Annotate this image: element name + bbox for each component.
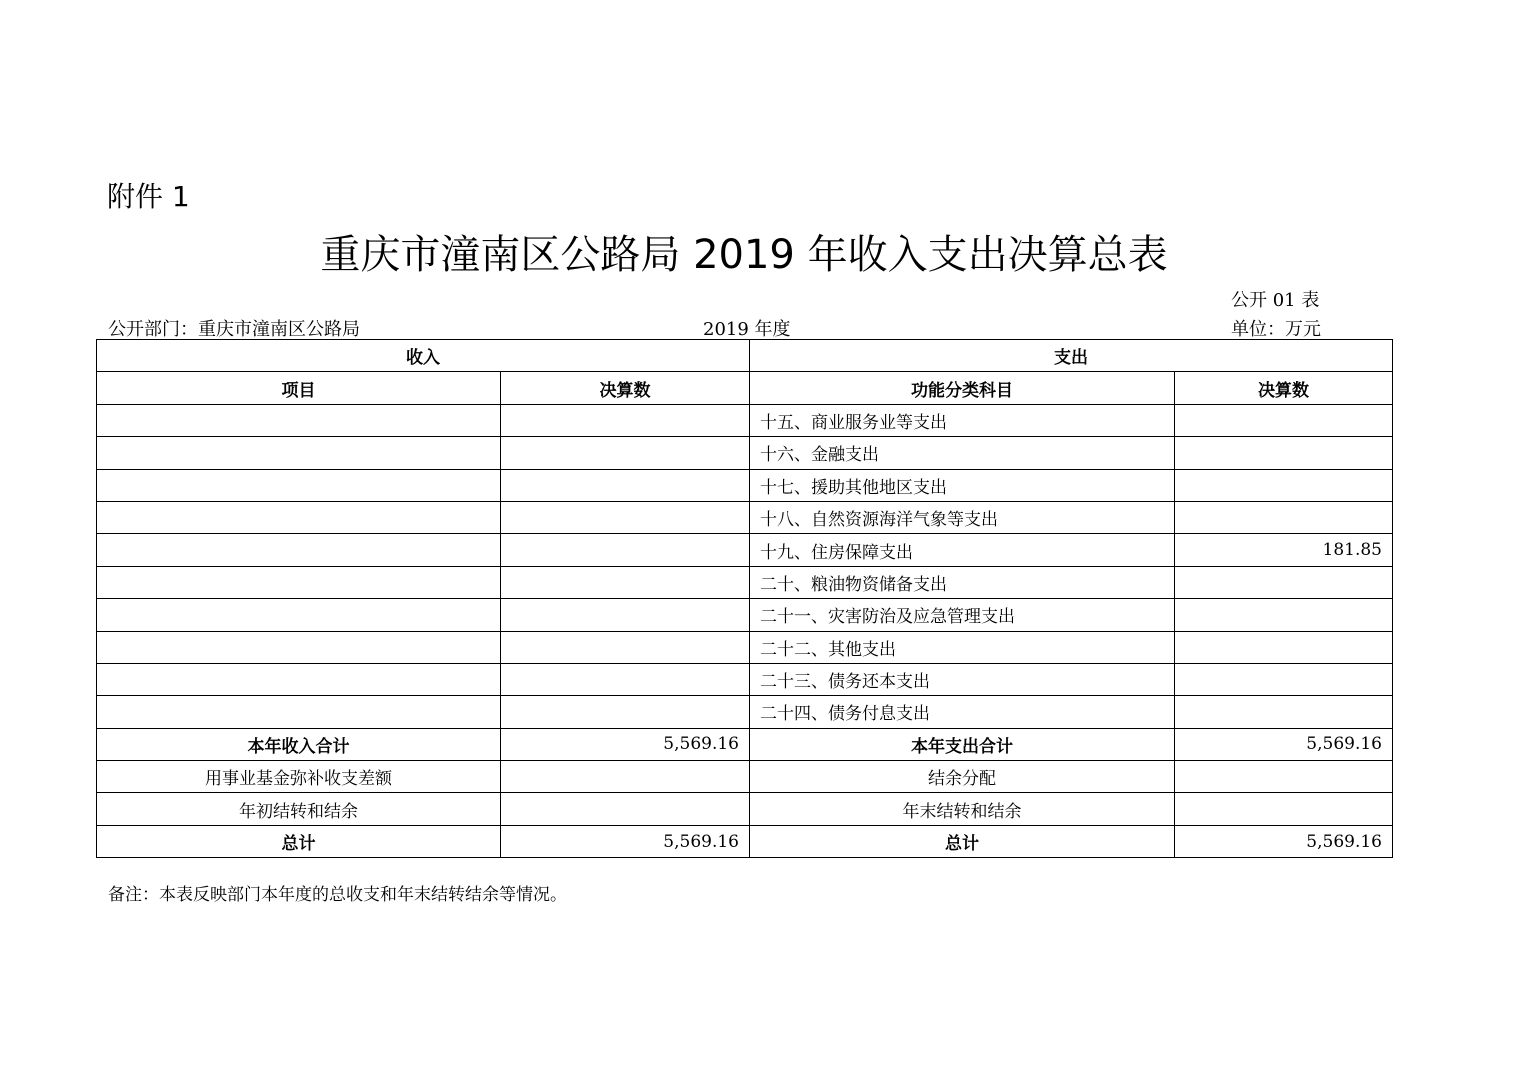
grand-total-label-income: 总计 <box>97 825 501 857</box>
income-item-cell <box>97 534 501 566</box>
expense-header: 支出 <box>750 340 1393 372</box>
expense-item-cell: 十九、住房保障支出 <box>750 534 1175 566</box>
income-amount-cell <box>501 566 750 598</box>
table-row <box>97 631 1393 663</box>
income-total-value: 5,569.16 <box>501 728 750 760</box>
income-item-cell <box>97 469 501 501</box>
income-amount-cell <box>501 663 750 695</box>
expense-total-value: 5,569.16 <box>1175 728 1393 760</box>
income-total-label: 本年收入合计 <box>97 728 501 760</box>
income-item-cell <box>97 566 501 598</box>
expense-amount-cell <box>1175 631 1393 663</box>
income-item-cell <box>97 437 501 469</box>
footnote: 备注：本表反映部门本年度的总收支和年末结转结余等情况。 <box>108 885 567 905</box>
expense-item-cell: 二十、粮油物资储备支出 <box>750 566 1175 598</box>
form-number: 公开 01 表 <box>1231 290 1320 311</box>
end-balance-label: 年末结转和结余 <box>750 793 1175 825</box>
table-row <box>97 599 1393 631</box>
table-row <box>97 696 1393 728</box>
table-header-row <box>97 340 1393 372</box>
expense-amount-cell <box>1175 469 1393 501</box>
expense-item-cell: 十七、援助其他地区支出 <box>750 469 1175 501</box>
fund-label: 用事业基金弥补收支差额 <box>97 761 501 793</box>
table-row <box>97 534 1393 566</box>
grand-total-label-expense: 总计 <box>750 825 1175 857</box>
income-amount-cell <box>501 696 750 728</box>
end-balance-value <box>1175 793 1393 825</box>
begin-balance-label: 年初结转和结余 <box>97 793 501 825</box>
table-row <box>97 469 1393 501</box>
unit-label: 单位：万元 <box>1231 319 1321 340</box>
fund-row <box>97 761 1393 793</box>
income-item-cell <box>97 696 501 728</box>
expense-item-cell: 二十四、债务付息支出 <box>750 696 1175 728</box>
expense-amount-cell <box>1175 437 1393 469</box>
income-amount-cell <box>501 599 750 631</box>
income-amount-cell <box>501 404 750 436</box>
expense-amount-cell <box>1175 599 1393 631</box>
table-row <box>97 437 1393 469</box>
expense-amount-cell <box>1175 501 1393 533</box>
expense-amount-cell <box>1175 404 1393 436</box>
income-item-cell <box>97 404 501 436</box>
table-row <box>97 566 1393 598</box>
expense-amount-cell: 181.85 <box>1175 534 1393 566</box>
carryover-row <box>97 793 1393 825</box>
income-item-cell <box>97 501 501 533</box>
fiscal-year: 2019 年度 <box>703 319 791 340</box>
expense-total-label: 本年支出合计 <box>750 728 1175 760</box>
attachment-label: 附件 1 <box>107 180 190 213</box>
amount-header-expense: 决算数 <box>1175 372 1393 404</box>
function-item-header: 功能分类科目 <box>750 372 1175 404</box>
table-row <box>97 663 1393 695</box>
expense-item-cell: 十六、金融支出 <box>750 437 1175 469</box>
grand-total-row <box>97 825 1393 857</box>
expense-item-cell: 二十一、灾害防治及应急管理支出 <box>750 599 1175 631</box>
table-subheader-row <box>97 372 1393 404</box>
income-item-cell <box>97 663 501 695</box>
annual-total-row <box>97 728 1393 760</box>
grand-total-value-expense: 5,569.16 <box>1175 825 1393 857</box>
fund-value <box>501 761 750 793</box>
expense-item-cell: 十八、自然资源海洋气象等支出 <box>750 501 1175 533</box>
income-amount-cell <box>501 631 750 663</box>
expense-item-cell: 二十三、债务还本支出 <box>750 663 1175 695</box>
expense-item-cell: 二十二、其他支出 <box>750 631 1175 663</box>
table-row <box>97 501 1393 533</box>
surplus-value <box>1175 761 1393 793</box>
amount-header-income: 决算数 <box>501 372 750 404</box>
income-item-cell <box>97 599 501 631</box>
income-amount-cell <box>501 469 750 501</box>
budget-table <box>96 339 1393 858</box>
begin-balance-value <box>501 793 750 825</box>
surplus-label: 结余分配 <box>750 761 1175 793</box>
grand-total-value-income: 5,569.16 <box>501 825 750 857</box>
income-amount-cell <box>501 534 750 566</box>
income-item-cell <box>97 631 501 663</box>
expense-item-cell: 十五、商业服务业等支出 <box>750 404 1175 436</box>
expense-amount-cell <box>1175 566 1393 598</box>
item-header: 项目 <box>97 372 501 404</box>
table-row <box>97 404 1393 436</box>
department-label: 公开部门：重庆市潼南区公路局 <box>108 319 360 340</box>
expense-amount-cell <box>1175 663 1393 695</box>
income-header: 收入 <box>97 340 750 372</box>
page-title: 重庆市潼南区公路局 2019 年收入支出决算总表 <box>320 232 1168 278</box>
expense-amount-cell <box>1175 696 1393 728</box>
income-amount-cell <box>501 437 750 469</box>
income-amount-cell <box>501 501 750 533</box>
